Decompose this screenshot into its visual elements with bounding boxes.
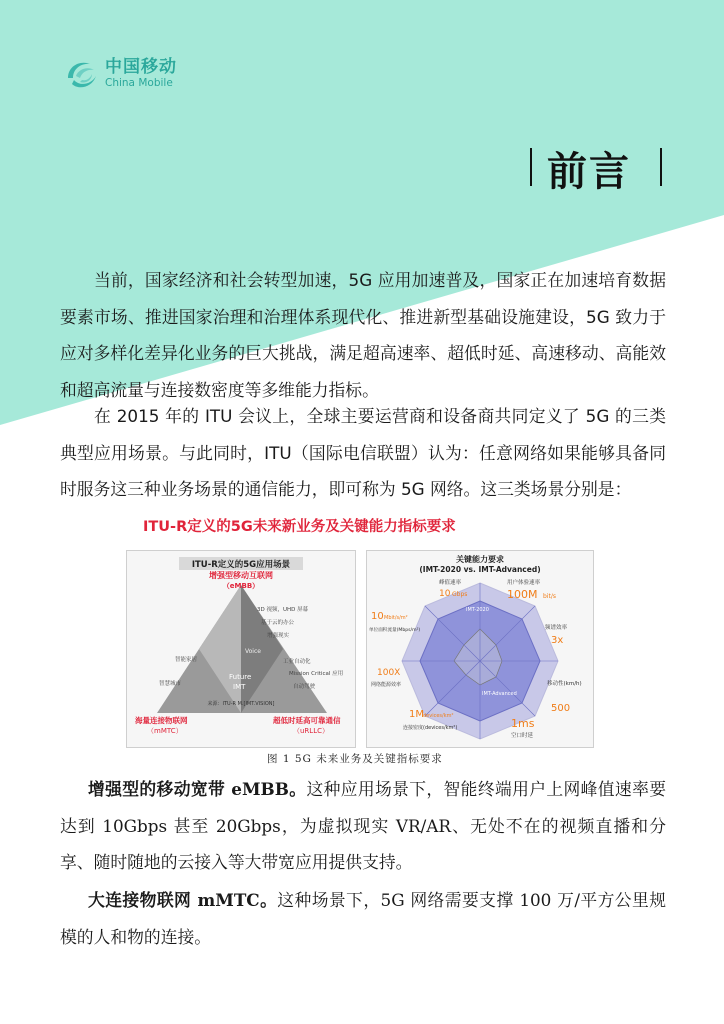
radar-center-label-advanced: IMT-Advanced [482, 691, 517, 697]
metric-area-traffic-value: 10 [371, 611, 384, 622]
title-bar-left [530, 148, 534, 186]
metric-connection-density-name: 连接密度(devices/km²) [403, 725, 458, 731]
future-imt-line-1: Future [229, 673, 252, 681]
figure-title: ITU-R定义的5G未来新业务及关键能力指标要求 [143, 519, 456, 535]
intro-paragraph-1: 当前，国家经济和社会转型加速，5G 应用加速普及，国家正在加速培育数据要素市场、推进国家治理和治理体系现代化、推进新型基础设施建设，5G 致力于应对多样化差异化业务的巨大挑战，满足超高速率、超低时延、高速移动、高能效和超高流量与连接数密度等多维能力指标。 [60, 270, 666, 400]
metric-latency-name: 空口时延 [511, 733, 534, 739]
left-panel-heading: ITU-R定义的5G应用场景 [191, 560, 291, 570]
metric-mobility-name: 移动性(km/h) [547, 681, 582, 687]
app-3d-video: 3D 视频，UHD 屏幕 [257, 607, 309, 613]
logo-chinese-name: 中国移动 [105, 57, 177, 78]
future-imt-line-2: IMT [233, 683, 246, 691]
metric-user-rate-value: 100M [507, 588, 538, 601]
metric-spectrum-efficiency-value: 3x [551, 635, 564, 646]
metric-peak-rate-name: 峰值速率 [439, 580, 462, 586]
embb-abbr: （eMBB） [222, 582, 260, 590]
metric-user-rate-name: 用户体验速率 [507, 580, 541, 586]
metric-mobility-value: 500 [551, 703, 571, 714]
embb-paragraph-lead: 增强型的移动宽带 eMBB。 [88, 779, 307, 799]
mmtc-label: 海量连接物联网 [135, 716, 188, 725]
metric-connection-density-unit: devices/km² [423, 713, 454, 719]
figure-right-panel-capabilities [366, 550, 594, 748]
mmtc-paragraph [60, 882, 666, 955]
china-mobile-logo-icon [62, 54, 102, 94]
figure-left-panel-scenarios [126, 550, 356, 748]
app-industrial-automation: 工业自动化 [283, 659, 311, 665]
voice-label: Voice [245, 648, 261, 655]
metric-energy-efficiency-value: 100X [377, 668, 401, 678]
urllc-label: 超低时延高可靠通信 [273, 716, 341, 725]
app-smart-city: 智慧城市 [159, 681, 182, 687]
metric-area-traffic-name: 单位面积流量(Mbps/m²) [369, 628, 421, 633]
radar-center-label-2020: IMT-2020 [466, 607, 489, 613]
urllc-abbr: （uRLLC） [293, 727, 329, 735]
right-panel-heading: 关键能力要求 [456, 555, 504, 564]
logo-english-name: China Mobile [105, 77, 173, 90]
metric-user-rate-unit: bit/s [543, 593, 556, 600]
app-ar: 增强现实 [267, 633, 290, 639]
figure-caption: 图 1 5G 未来业务及关键指标要求 [267, 753, 443, 765]
app-mission-critical: Mission Critical 应用 [289, 671, 344, 677]
app-autonomous-driving: 自动驾驶 [293, 684, 316, 690]
china-mobile-logo [62, 54, 177, 94]
intro-paragraph-2: 在 2015 年的 ITU 会议上，全球主要运营商和设备商共同定义了 5G 的三类典型应用场景。与此同时，ITU（国际电信联盟）认为：任意网络如果能够具备同时服务这三种业务场景的通信能力，即可称为 5G 网络。这三类场景分别是： [60, 406, 666, 499]
mmtc-abbr: （mMTC） [147, 727, 183, 735]
metric-energy-efficiency-name: 网络能源效率 [371, 682, 402, 688]
right-panel-subheading: (IMT-2020 vs. IMT-Advanced) [419, 565, 541, 574]
embb-paragraph-text: 这种应用场景下，智能终端用户上网峰值速率要达到 10Gbps 甚至 20Gbps，为虚拟现实 VR/AR、无处不在的视频直播和分享、随时随地的云接入等大带宽应用提供支持。 [60, 779, 666, 872]
embb-paragraph [60, 771, 666, 881]
metric-peak-rate-value: 10 [439, 589, 451, 599]
metric-connection-density-value: 1M [409, 709, 424, 720]
metric-area-traffic-unit: Mbit/s/m² [384, 615, 408, 621]
mmtc-paragraph-text: 这种场景下，5G 网络需要支撑 100 万/平方公里规模的人和物的连接。 [60, 890, 666, 947]
metric-peak-rate-unit: Gbps [452, 591, 468, 598]
metric-latency-value: 1ms [511, 717, 535, 730]
title-bar-right [660, 148, 664, 186]
capability-radar-chart [367, 551, 593, 747]
embb-label: 增强型移动互联网 [209, 571, 273, 580]
scenario-triangle-diagram [127, 551, 355, 747]
app-cloud-office: 基于云的办公 [261, 620, 295, 626]
app-smart-home: 智能家居 [175, 657, 198, 663]
mmtc-paragraph-lead: 大连接物联网 mMTC。 [88, 890, 278, 910]
metric-spectrum-efficiency-name: 频谱效率 [545, 625, 568, 631]
page-title: 前言 [547, 149, 631, 195]
diagram-source: 来源：ITU-R M.[IMT.VISION] [207, 701, 275, 707]
